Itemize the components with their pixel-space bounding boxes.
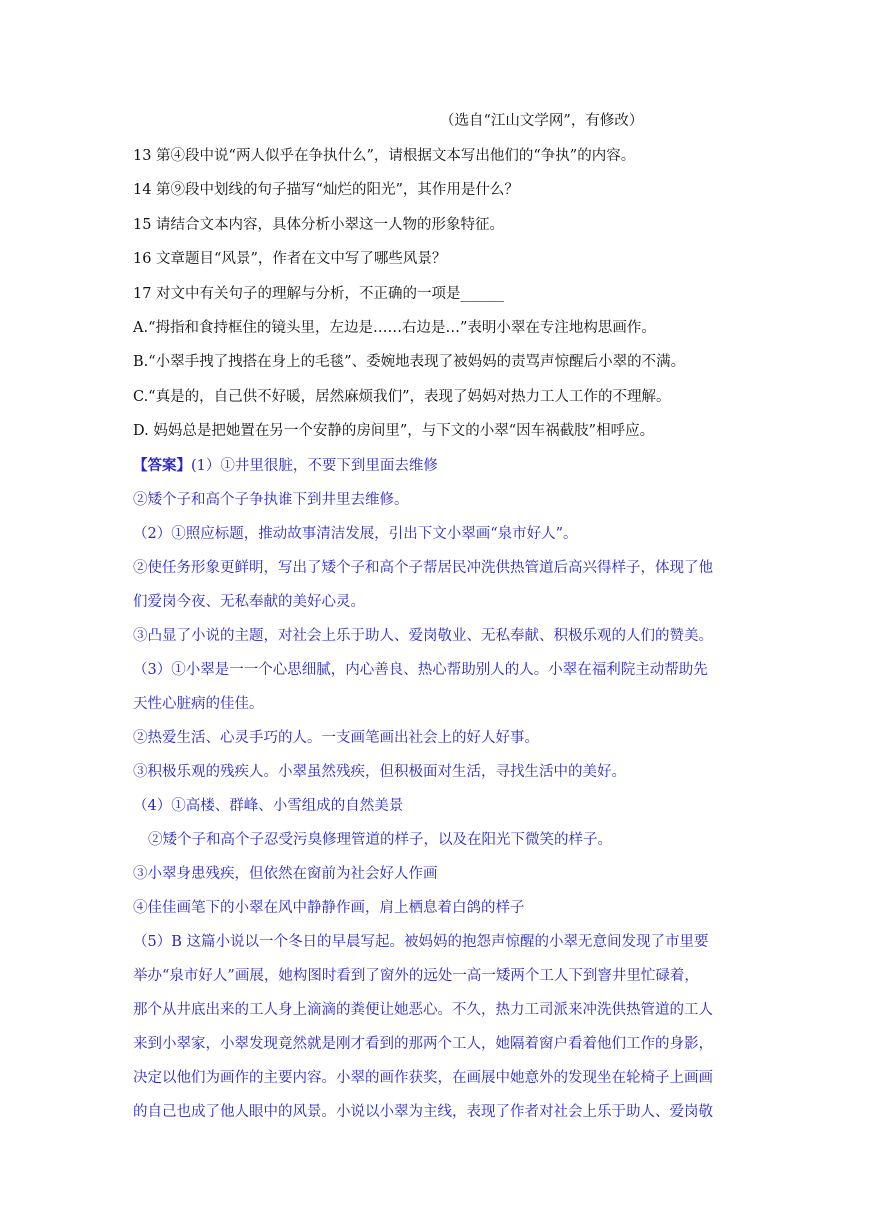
answer-line: ③小翠身患残疾，但依然在窗前为社会好人作画 bbox=[133, 866, 438, 882]
answer-line: ④佳佳画笔下的小翠在风中静静作画，肩上栖息着白鸽的样子 bbox=[133, 900, 525, 916]
answer-line: 的自己也成了他人眼中的风景。小说以小翠为主线，表现了作者对社会上乐于助人、爱岗敬 bbox=[133, 1104, 713, 1120]
answer-line: 那个从井底出来的工人身上滴滴的粪便让她恶心。不久，热力工司派来冲洗供热管道的工人 bbox=[133, 1002, 713, 1018]
answer-line: 决定以他们为画作的主要内容。小翠的画作获奖，在画展中她意外的发现坐在轮椅子上画画 bbox=[133, 1070, 713, 1086]
question-16: 16 文章题目“风景”，作者在文中写了哪些风景？ bbox=[133, 251, 447, 267]
answer-label: 【答案】 bbox=[133, 457, 191, 474]
answer-line: 天性心脏病的佳佳。 bbox=[133, 696, 264, 712]
question-13: 13 第④段中说“两人似乎在争执什么”，请根据文本写出他们的“争执”的内容。 bbox=[133, 148, 636, 164]
answer-item-1-1: (1）①井里很脏，不要下到里面去维修 bbox=[191, 458, 438, 474]
answer-line: ③积极乐观的残疾人。小翠虽然残疾，但积极面对生活，寻找生活中的美好。 bbox=[133, 764, 626, 780]
answer-line: 举办“泉市好人”画展，她构图时看到了窗外的远处一高一矮两个工人下到窨井里忙碌着， bbox=[133, 968, 699, 984]
answer-first-line bbox=[133, 456, 745, 476]
question-17: 17 对文中有关句子的理解与分析，不正确的一项是______ bbox=[133, 286, 505, 302]
source-note: （选自“江山文学网”，有修改） bbox=[440, 113, 644, 129]
option-c: C.“真是的，自己供不好暖，居然麻烦我们”，表现了妈妈对热力工人工作的不理解。 bbox=[133, 389, 671, 405]
option-d: D. 妈妈总是把她置在另一个安静的房间里”，与下文的小翠“因车祸截肢”相呼应。 bbox=[133, 423, 655, 439]
answer-line: ②热爱生活、心灵手巧的人。一支画笔画出社会上的好人好事。 bbox=[133, 730, 539, 746]
answer-line: ②矮个子和高个子忍受污臭修理管道的样子，以及在阳光下微笑的样子。 bbox=[148, 832, 612, 848]
answer-line: 来到小翠家，小翠发现竟然就是刚才看到的那两个工人，她隔着窗户看着他们工作的身影， bbox=[133, 1036, 713, 1052]
question-15: 15 请结合文本内容，具体分析小翠这一人物的形象特征。 bbox=[133, 217, 505, 233]
option-a: A.“拇指和食持框住的镜头里，左边是……右边是…”表明小翠在专注地构思画作。 bbox=[133, 320, 656, 336]
question-14: 14 第⑨段中划线的句子描写“灿烂的阳光”，其作用是什么？ bbox=[133, 182, 519, 198]
answer-line: （5）B 这篇小说以一个冬日的早晨写起。被妈妈的抱怨声惊醒的小翠无意间发现了市里要 bbox=[133, 934, 709, 950]
answer-line: （2）①照应标题，推动故事清洁发展，引出下文小翠画“泉市好人”。 bbox=[133, 526, 578, 542]
answer-line: ②使任务形象更鲜明，写出了矮个子和高个子帮居民冲洗供热管道后高兴得样子，体现了他 bbox=[133, 560, 713, 576]
option-b: B.“小翠手拽了拽搭在身上的毛毯”、委婉地表现了被妈妈的责骂声惊醒后小翠的不满。 bbox=[133, 354, 686, 370]
answer-line: （3）①小翠是一一个心思细腻，内心善良、热心帮助别人的人。小翠在福利院主动帮助先 bbox=[133, 662, 708, 678]
answer-line: ③凸显了小说的主题，对社会上乐于助人、爱岗敬业、无私奉献、积极乐观的人们的赞美。 bbox=[133, 628, 713, 644]
answer-line: （4）①高楼、群峰、小雪组成的自然美景 bbox=[133, 798, 404, 814]
answer-line: 们爱岗今夜、无私奉献的美好心灵。 bbox=[133, 594, 365, 610]
answer-line: ②矮个子和高个子争执谁下到井里去维修。 bbox=[133, 492, 409, 508]
